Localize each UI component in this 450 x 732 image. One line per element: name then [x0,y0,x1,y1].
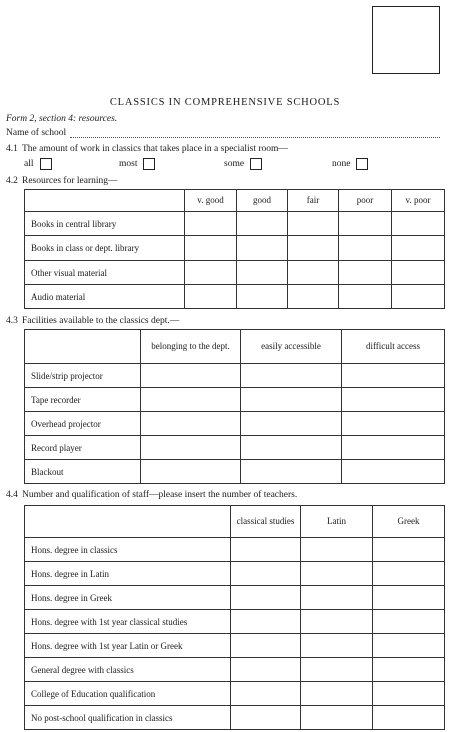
table-row [25,364,445,388]
table-row [25,634,445,658]
response-cell[interactable] [185,285,237,309]
response-cell[interactable] [392,212,445,236]
response-cell[interactable] [241,412,342,436]
response-cell[interactable] [241,460,342,484]
option-most-checkbox[interactable] [143,158,155,170]
table-row [25,412,445,436]
response-cell[interactable] [141,364,241,388]
table-row [25,538,445,562]
question-4-4-heading [6,490,297,500]
response-cell[interactable] [237,285,288,309]
response-cell[interactable] [392,236,445,261]
response-cell[interactable] [373,682,445,706]
form-subtitle: Form 2, section 4: resources. [6,114,118,124]
facilities-table [24,329,445,484]
option-some-label: some [224,159,245,169]
option-most-label: most [119,159,138,169]
response-cell[interactable] [231,610,301,634]
row-label: Tape recorder [25,388,141,412]
table-row [25,706,445,730]
response-cell[interactable] [373,706,445,730]
row-label: General degree with classics [25,658,231,682]
response-cell[interactable] [373,562,445,586]
response-cell[interactable] [141,388,241,412]
col-v-good: v. good [185,190,237,212]
row-label: Record player [25,436,141,460]
table-row [25,261,445,285]
question-4-2-heading [6,176,118,186]
office-use-box [372,6,440,74]
response-cell[interactable] [373,610,445,634]
table-row [25,436,445,460]
row-label: Hons. degree in Greek [25,586,231,610]
question-4-3-number: 4.3 [6,316,18,326]
question-4-2-text: Resources for learning— [22,176,118,186]
row-label: Other visual material [25,261,185,285]
response-cell[interactable] [141,412,241,436]
response-cell[interactable] [237,212,288,236]
row-label: Overhead projector [25,412,141,436]
response-cell[interactable] [301,634,373,658]
response-cell[interactable] [288,212,339,236]
question-4-1-text: The amount of work in classics that takes place in a specialist room— [22,144,288,154]
col-latin: Latin [301,506,373,538]
row-label: Hons. degree in classics [25,538,231,562]
resources-header-row [25,190,445,212]
response-cell[interactable] [231,682,301,706]
question-4-1-heading [6,144,288,154]
response-cell[interactable] [237,236,288,261]
table-row [25,285,445,309]
response-cell[interactable] [231,538,301,562]
option-none-checkbox[interactable] [356,158,368,170]
response-cell[interactable] [241,364,342,388]
response-cell[interactable] [301,682,373,706]
question-4-3-text: Facilities available to the classics dept.— [22,316,180,326]
option-some-checkbox[interactable] [250,158,262,170]
response-cell[interactable] [342,364,445,388]
option-most[interactable] [119,158,155,170]
question-4-3-heading [6,316,179,326]
response-cell[interactable] [339,261,392,285]
response-cell[interactable] [231,562,301,586]
response-cell[interactable] [339,212,392,236]
response-cell[interactable] [301,538,373,562]
facilities-header-row [25,330,445,364]
response-cell[interactable] [342,388,445,412]
row-label: No post-school qualification in classics [25,706,231,730]
row-label: Hons. degree with 1st year classical studies [25,610,231,634]
resources-header-blank [25,190,185,212]
option-all[interactable] [24,158,52,170]
staff-table [24,505,445,730]
table-row [25,658,445,682]
response-cell[interactable] [231,634,301,658]
response-cell[interactable] [231,706,301,730]
col-belonging-to-dept: belonging to the dept. [141,330,241,364]
school-name-dotted-line[interactable] [70,129,440,138]
response-cell[interactable] [231,586,301,610]
col-good: good [237,190,288,212]
table-row [25,562,445,586]
response-cell[interactable] [301,658,373,682]
option-all-checkbox[interactable] [40,158,52,170]
question-4-4-text: Number and qualification of staff—please insert the number of teachers. [22,490,298,500]
response-cell[interactable] [141,436,241,460]
response-cell[interactable] [288,261,339,285]
option-none-label: none [332,159,351,169]
table-row [25,236,445,261]
response-cell[interactable] [185,261,237,285]
col-v-poor: v. poor [392,190,445,212]
response-cell[interactable] [301,586,373,610]
table-row [25,586,445,610]
school-name-field[interactable] [6,128,440,138]
response-cell[interactable] [288,236,339,261]
row-label: Books in central library [25,212,185,236]
response-cell[interactable] [342,412,445,436]
response-cell[interactable] [241,436,342,460]
response-cell[interactable] [288,285,339,309]
response-cell[interactable] [392,261,445,285]
form-title: CLASSICS IN COMPREHENSIVE SCHOOLS [109,97,341,108]
response-cell[interactable] [342,460,445,484]
table-row [25,388,445,412]
response-cell[interactable] [373,538,445,562]
response-cell[interactable] [185,236,237,261]
row-label: Slide/strip projector [25,364,141,388]
col-fair: fair [288,190,339,212]
response-cell[interactable] [141,460,241,484]
option-none[interactable] [332,158,368,170]
row-label: Blackout [25,460,141,484]
col-easily-accessible: easily accessible [241,330,342,364]
response-cell[interactable] [373,634,445,658]
response-cell[interactable] [339,236,392,261]
col-poor: poor [339,190,392,212]
response-cell[interactable] [392,285,445,309]
col-greek: Greek [373,506,445,538]
table-row [25,460,445,484]
option-all-label: all [24,159,34,169]
row-label: Books in class or dept. library [25,236,185,261]
school-name-label: Name of school [6,128,67,138]
response-cell[interactable] [373,586,445,610]
question-4-4-number: 4.4 [6,490,18,500]
response-cell[interactable] [301,562,373,586]
option-some[interactable] [224,158,262,170]
question-4-1-options [24,158,444,173]
response-cell[interactable] [231,658,301,682]
col-classical-studies: classical studies [231,506,301,538]
row-label: Hons. degree in Latin [25,562,231,586]
facilities-header-blank [25,330,141,364]
response-cell[interactable] [185,212,237,236]
response-cell[interactable] [373,658,445,682]
response-cell[interactable] [241,388,342,412]
response-cell[interactable] [301,706,373,730]
table-row [25,610,445,634]
row-label: College of Education qualification [25,682,231,706]
table-row [25,682,445,706]
question-4-2-number: 4.2 [6,176,18,186]
response-cell[interactable] [237,261,288,285]
table-row [25,212,445,236]
staff-header-blank [25,506,231,538]
row-label: Hons. degree with 1st year Latin or Greek [25,634,231,658]
resources-table [24,189,445,309]
response-cell[interactable] [301,610,373,634]
col-difficult-access: difficult access [342,330,445,364]
response-cell[interactable] [339,285,392,309]
response-cell[interactable] [342,436,445,460]
row-label: Audio material [25,285,185,309]
question-4-1-number: 4.1 [6,144,18,154]
staff-header-row [25,506,445,538]
